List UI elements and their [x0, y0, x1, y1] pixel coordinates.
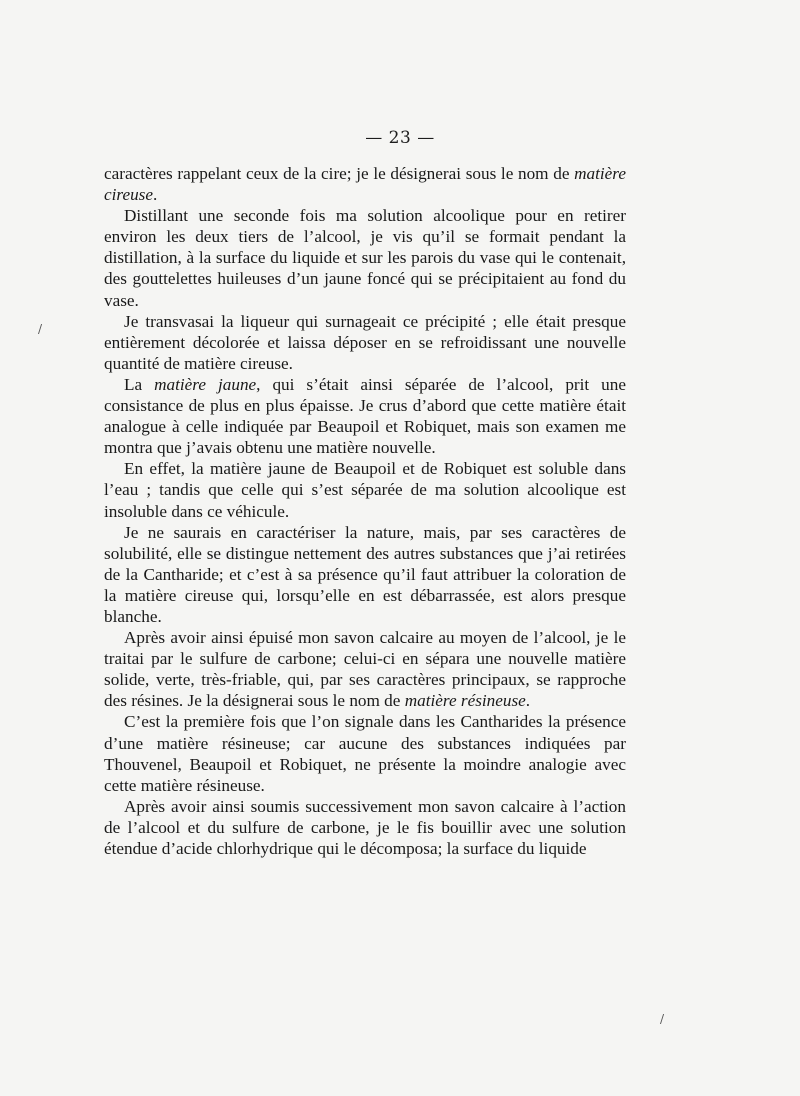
paragraph: C’est la première fois que l’on signale dans les Cantharides la présence d’une matière résineuse; car aucune des substances indiquées par Thouvenel, Beaupoil et Robiquet, ne présente la moindre analogie avec cette matière résineuse. [104, 712, 626, 795]
paragraph: Après avoir ainsi soumis successivement mon savon calcaire à l’action de l’alcool et du sulfure de carbone, je le fis bouillir avec une solution étendue d’acide chlorhydrique qui le décomposa; la surface du liquide [104, 796, 626, 858]
paragraph: Je transvasai la liqueur qui surnageait ce précipité ; elle était presque entièrement décolorée et laissa déposer en se refroidissant une nouvelle quantité de matière cireuse. [104, 311, 626, 373]
paragraph: Distillant une seconde fois ma solution alcoolique pour en retirer environ les deux tiers de l’alcool, je vis qu’il se formait pendant la distillation, à la surface du liquide et sur les parois du vase qui le contenait, des gouttelettes huileuses d’un jaune foncé qui se précipitaient au fond du vase. [104, 206, 626, 310]
page-number: — 23 — [365, 128, 435, 148]
paragraph: caractères rappelant ceux de la cire; je le désignerai sous le nom de matière cireuse. [104, 164, 626, 205]
paragraph: En effet, la matière jaune de Beaupoil et de Robiquet est soluble dans l’eau ; tandis que celle qui s’est séparée de ma solution alcoolique est insoluble dans ce véhicule. [104, 459, 626, 521]
paper-speck: / [38, 322, 43, 336]
emphasis: matière résineuse [404, 691, 526, 711]
body-text [104, 163, 626, 859]
paragraph: Je ne saurais en caractériser la nature, mais, par ses caractères de solubilité, elle se distingue nettement des autres substances que j’ai retirées de la Cantharide; et c’est à sa présence qu’il faut attribuer la coloration de la matière cireuse qui, lorsqu’elle en est débarrassée, est alors presque blanche. [104, 522, 626, 626]
emphasis: matière jaune [154, 374, 257, 394]
paper-speck: / [660, 1012, 665, 1026]
paragraph: La matière jaune, qui s’était ainsi séparée de l’alcool, prit une consistance de plus en plus épaisse. Je crus d’abord que cette matière était analogue à celle indiquée par Beaupoil et Robiquet, mais son examen me montra que j’avais obtenu une matière nouvelle. [104, 374, 626, 458]
paragraph: Après avoir ainsi épuisé mon savon calcaire au moyen de l’alcool, je le traitai par le sulfure de carbone; celui-ci en sépara une nouvelle matière solide, verte, très-friable, qui, par ses caractères principaux, se rapproche des résines. Je la désignerai sous le nom de matière résineuse. [104, 628, 626, 711]
emphasis: matière cireuse [104, 164, 626, 205]
